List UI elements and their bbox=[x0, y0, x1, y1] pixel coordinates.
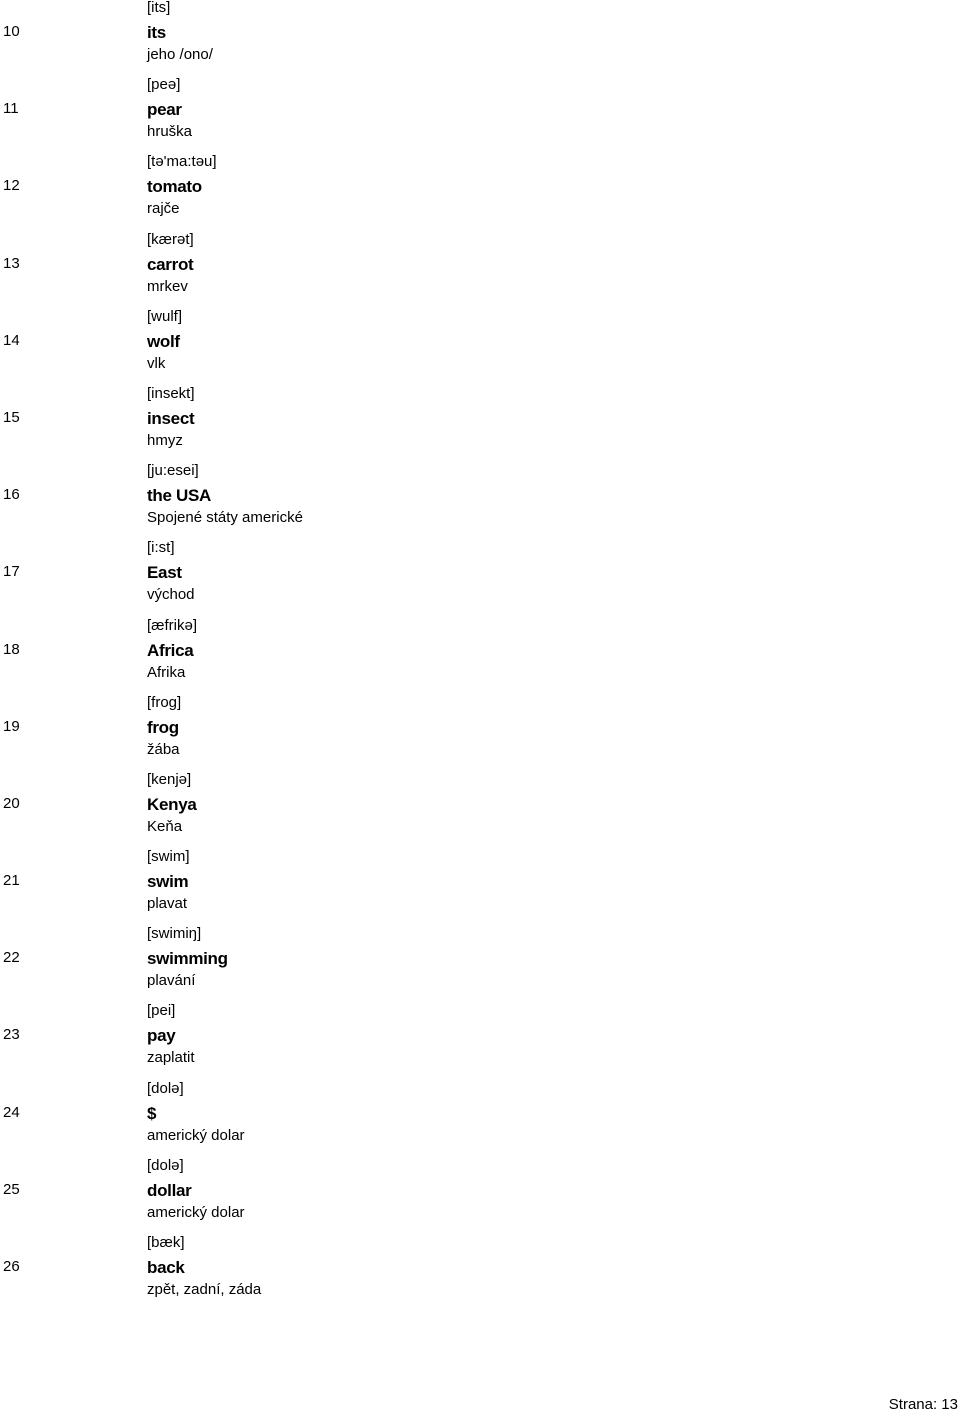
entry-word: insect bbox=[147, 408, 195, 428]
entry-translation: Spojené státy americké bbox=[147, 509, 303, 527]
vocabulary-entry bbox=[0, 845, 960, 922]
entry-word: carrot bbox=[147, 254, 194, 274]
entry-number: 21 bbox=[3, 872, 20, 890]
entry-translation: zaplatit bbox=[147, 1049, 195, 1067]
entry-number: 12 bbox=[3, 177, 20, 195]
vocabulary-entry bbox=[0, 459, 960, 536]
entry-number: 23 bbox=[3, 1026, 20, 1044]
entry-number: 25 bbox=[3, 1180, 20, 1198]
entry-pronunciation: [pei] bbox=[147, 1002, 176, 1020]
vocabulary-entry bbox=[0, 150, 960, 227]
entry-number: 24 bbox=[3, 1103, 20, 1121]
entry-word: tomato bbox=[147, 177, 202, 197]
entry-translation: americký dolar bbox=[147, 1203, 245, 1221]
vocabulary-entry bbox=[0, 922, 960, 999]
entry-translation: vlk bbox=[147, 354, 166, 372]
entry-pronunciation: [bæk] bbox=[147, 1234, 185, 1251]
vocabulary-entry bbox=[0, 1231, 960, 1308]
entry-word: the USA bbox=[147, 486, 212, 506]
vocabulary-entry bbox=[0, 1154, 960, 1231]
entry-pronunciation: [insekt] bbox=[147, 384, 195, 402]
entry-word: swim bbox=[147, 872, 189, 892]
entry-pronunciation: [swimiŋ] bbox=[147, 925, 202, 943]
entry-pronunciation: [kenjə] bbox=[147, 770, 192, 788]
entry-translation: zpět, zadní, záda bbox=[147, 1281, 262, 1298]
entry-number: 14 bbox=[3, 331, 20, 349]
entry-word: wolf bbox=[147, 331, 180, 351]
entry-translation: mrkev bbox=[147, 277, 188, 295]
entry-translation: hmyz bbox=[147, 431, 183, 449]
entry-word: Africa bbox=[147, 640, 194, 660]
entry-word: pay bbox=[147, 1026, 176, 1046]
entry-translation: plavat bbox=[147, 895, 188, 913]
entry-number: 16 bbox=[3, 486, 20, 504]
entry-translation: Keňa bbox=[147, 817, 183, 835]
entry-number: 15 bbox=[3, 408, 20, 426]
vocabulary-entry bbox=[0, 999, 960, 1076]
entry-number: 22 bbox=[3, 949, 20, 967]
entry-number: 13 bbox=[3, 254, 20, 272]
entry-pronunciation: [kærət] bbox=[147, 230, 194, 248]
vocabulary-entry bbox=[0, 382, 960, 459]
entry-word: swimming bbox=[147, 949, 228, 969]
entry-number: 18 bbox=[3, 640, 20, 658]
entry-pronunciation: [dolə] bbox=[147, 1079, 184, 1097]
entry-translation: jeho /ono/ bbox=[147, 46, 213, 63]
entry-pronunciation: [æfrikə] bbox=[147, 616, 198, 634]
entry-translation: žába bbox=[147, 740, 180, 758]
entry-number: 26 bbox=[3, 1258, 20, 1275]
vocabulary-entry bbox=[0, 1077, 960, 1154]
entry-translation: Afrika bbox=[147, 663, 186, 681]
vocabulary-entry bbox=[0, 768, 960, 845]
entry-pronunciation: [frog] bbox=[147, 693, 182, 711]
vocabulary-entry bbox=[0, 536, 960, 613]
entry-pronunciation: [tə'ma:təu] bbox=[147, 153, 217, 171]
entry-translation: americký dolar bbox=[147, 1126, 245, 1144]
vocabulary-entry bbox=[0, 614, 960, 691]
vocabulary-entry bbox=[0, 73, 960, 150]
entry-number: 11 bbox=[3, 100, 19, 118]
page-number: Strana: 13 bbox=[888, 1396, 958, 1413]
entry-word: $ bbox=[147, 1103, 157, 1123]
entry-translation: plavání bbox=[147, 972, 196, 990]
entry-translation: rajče bbox=[147, 200, 180, 218]
entry-translation: východ bbox=[147, 586, 195, 604]
entry-word: its bbox=[147, 23, 166, 42]
entry-word: dollar bbox=[147, 1180, 192, 1200]
entry-pronunciation: [wulf] bbox=[147, 307, 183, 325]
entry-pronunciation: [its] bbox=[147, 0, 171, 16]
entry-word: frog bbox=[147, 717, 179, 737]
vocabulary-entry bbox=[0, 0, 960, 73]
entry-word: pear bbox=[147, 100, 182, 120]
entry-pronunciation: [dolə] bbox=[147, 1156, 184, 1174]
entry-number: 19 bbox=[3, 717, 20, 735]
vocabulary-entry bbox=[0, 228, 960, 305]
entry-pronunciation: [peə] bbox=[147, 76, 181, 94]
entry-word: Kenya bbox=[147, 794, 197, 814]
entry-pronunciation: [ju:esei] bbox=[147, 462, 199, 480]
entry-number: 17 bbox=[3, 563, 20, 581]
entry-translation: hruška bbox=[147, 123, 193, 141]
entry-word: East bbox=[147, 563, 182, 583]
entry-pronunciation: [i:st] bbox=[147, 539, 175, 557]
vocabulary-entry bbox=[0, 305, 960, 382]
vocabulary-entry bbox=[0, 691, 960, 768]
entry-number: 10 bbox=[3, 23, 20, 40]
entry-pronunciation: [swim] bbox=[147, 848, 190, 866]
entry-number: 20 bbox=[3, 794, 20, 812]
entry-word: back bbox=[147, 1258, 185, 1277]
